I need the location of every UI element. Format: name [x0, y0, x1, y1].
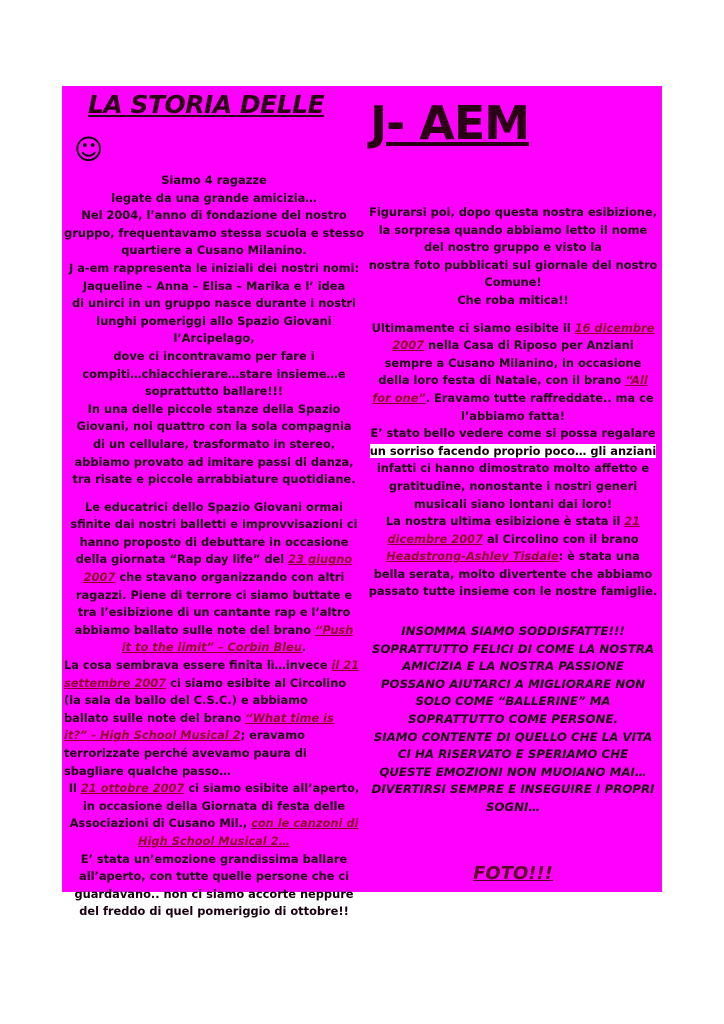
date-highlight: 21 ottobre 2007 — [80, 781, 185, 796]
text-line: l’Arcipelago, — [173, 331, 255, 346]
text-line: della loro festa di Natale, con il brano “All — [378, 373, 648, 388]
text-line: 2007 che stavano organizzando con altri — [83, 570, 345, 585]
text-line: 2007 nella Casa di Riposo per Anziani — [392, 338, 634, 353]
text-line: SIAMO CONTENTE DI QUELLO CHE LA VITA — [373, 729, 653, 744]
highlighted-line: un sorriso facendo proprio poco… gli anziani — [369, 443, 657, 458]
text-line: QUESTE EMOZIONI NON MUOIANO MAI… — [379, 764, 647, 779]
text-line: sempre a Cusano Milanino, in occasione — [384, 355, 642, 370]
text-line: di unirci in un gruppo nasce durante i nostri — [72, 296, 356, 311]
title-left: LA STORIA DELLE — [88, 90, 325, 119]
text-line: di un cellulare, trasformato in stereo, — [93, 436, 335, 451]
text-line: Il 21 ottobre 2007 ci siamo esibite all’aperto, — [68, 781, 360, 796]
date-highlight: 23 giugno — [288, 552, 353, 567]
text-line: Ultimamente ci siamo esibite il 16 dicembre — [371, 320, 655, 335]
song-title: Headstrong-Ashley Tisdale — [386, 549, 559, 564]
text-line: SOLO COME “BALLERINE” MA — [415, 694, 611, 709]
text-line: Figurarsi poi, dopo questa nostra esibizione, — [369, 205, 657, 219]
text-line: Giovani, noi quattro con la sola compagnia — [76, 419, 352, 434]
text-line: J a-em rappresenta le iniziali dei nostri nomi: — [68, 260, 359, 275]
text-line: quartiere a Cusano Milanino. — [121, 243, 307, 258]
text-line: del freddo di quel pomeriggio di ottobre!! — [79, 904, 349, 919]
natale-paragraph — [366, 320, 660, 602]
text-line: High School Musical 2… — [137, 833, 290, 848]
text-line: it to the limit” – Corbin Bleu. — [121, 640, 307, 655]
date-highlight: settembre 2007 — [64, 675, 167, 690]
text-line: abbiamo provato ad imitare passi di danza, — [74, 454, 354, 469]
text-line: SOGNI… — [485, 800, 541, 814]
text-line: Associazioni di Cusano Mil., con le canzoni di — [69, 816, 359, 831]
text-line: lunghi pomeriggi allo Spazio Giovani — [96, 313, 332, 328]
text-line: ballato sulle note del brano “What time is — [64, 710, 334, 725]
text-line: La nostra ultima esibizione è stata il 21 — [385, 514, 641, 529]
text-line: in occasione della Giornata di festa delle — [82, 798, 346, 813]
date-highlight: 2007 — [392, 338, 425, 353]
text-line: In una delle piccole stanze della Spazio — [87, 401, 341, 416]
song-title: “What time is — [245, 710, 334, 725]
text-line — [366, 443, 660, 461]
text-line: settembre 2007 ci siamo esibite al Circolino — [64, 675, 347, 690]
foto-heading: FOTO!!! — [473, 862, 553, 884]
date-highlight: 21 — [624, 514, 641, 529]
ottobre-paragraph — [64, 780, 364, 921]
text-line: dove ci incontravamo per fare i — [113, 348, 315, 363]
date-highlight: dicembre 2007 — [387, 531, 484, 546]
text-line: bella serata, molto divertente che abbiamo — [373, 566, 653, 581]
circolino-paragraph — [64, 657, 364, 780]
text-line: it?” - High School Musical 2; eravamo — [64, 728, 305, 743]
text-line: E’ stata un’emozione grandissima ballare — [80, 851, 348, 866]
text-line: della giornata “Rap day life” del 23 giugno — [75, 552, 353, 567]
date-highlight: 2007 — [83, 570, 116, 585]
intro-paragraph — [64, 172, 364, 489]
text-line: sfinite dai nostri balletti e improvvisazioni ci — [70, 517, 358, 532]
text-line: for one”. Eravamo tutte raffreddate.. ma ce — [372, 390, 654, 405]
text-line: INSOMMA SIAMO SODDISFATTE!!! — [401, 624, 625, 639]
text-line: SOPRATTUTTO COME PERSONE. — [407, 712, 619, 727]
text-line: terrorizzate perché avevamo paura di — [64, 746, 307, 760]
text-line: del nostro gruppo e visto la — [424, 240, 602, 255]
smiley-icon: ☺ — [74, 133, 104, 166]
text-line: sbagliare qualche passo… — [64, 763, 231, 778]
song-title: it?” - High School Musical 2 — [64, 728, 241, 743]
text-line: Jaqueline – Anna – Elisa – Marika e l’ idea — [82, 278, 346, 293]
text-line: infatti ci hanno dimostrato molto affetto e — [376, 461, 650, 476]
text-line: la sorpresa quando abbiamo letto il nome — [378, 222, 648, 237]
text-line: La cosa sembrava essere finita lì…invece il 21 — [64, 658, 360, 673]
title-right: J- AEM — [370, 96, 530, 150]
song-title: “All — [625, 373, 648, 388]
text-line: CI HA RISERVATO E SPERIAMO CHE — [397, 747, 629, 762]
text-line: musicali siano lontani dai loro! — [413, 496, 613, 511]
text-line: tra risate e piccole arrabbiature quotidiane. — [72, 472, 356, 487]
text-line: hanno proposto di debuttare in occasione — [79, 534, 349, 549]
left-column — [64, 172, 364, 921]
text-line: nostra foto pubblicati sul giornale del nostro — [368, 257, 658, 272]
text-line: POSSANO AIUTARCI A MIGLIORARE NON — [380, 676, 646, 691]
giornale-paragraph — [366, 204, 660, 310]
song-title: for one” — [372, 390, 426, 405]
text-line: AMICIZIA E LA NOSTRA PASSIONE — [402, 659, 624, 674]
right-column — [366, 204, 660, 882]
text-line: SOPRATTUTTO FELICI DI COME LA NOSTRA — [371, 641, 655, 656]
song-title: “Push — [315, 622, 354, 637]
text-line: compiti…chiacchierare…stare insieme…e — [82, 366, 346, 381]
text-line: Headstrong-Ashley Tisdale: è stata una — [386, 549, 640, 564]
text-line: Che roba mitica!! — [457, 292, 569, 307]
text-line: legate da una grande amicizia… — [111, 190, 317, 205]
educatrici-paragraph — [64, 499, 364, 657]
text-line: passato tutte insieme con le nostre famiglie. — [368, 584, 658, 599]
text-line: E’ stato bello vedere come si possa regalare — [370, 426, 656, 441]
text-line: Comune! — [484, 275, 542, 290]
text-line: Siamo 4 ragazze — [161, 173, 267, 187]
text-line: Le educatrici dello Spazio Giovani ormai — [85, 499, 343, 514]
text-line: l’abbiamo fatta! — [461, 408, 565, 423]
date-highlight: 16 dicembre — [574, 320, 655, 335]
text-line: Nel 2004, l’anno di fondazione del nostro — [81, 208, 347, 223]
text-line: gratitudine, nonostante i nostri generi — [388, 478, 638, 493]
closing-statement — [366, 623, 660, 817]
text-line: dicembre 2007 al Circolino con il brano — [387, 531, 639, 546]
text-line: gruppo, frequentavamo stessa scuola e stesso — [64, 225, 364, 240]
text-line: soprattutto ballare!!! — [144, 384, 283, 399]
text-line: all’aperto, con tutte quelle persone che ci — [79, 869, 349, 884]
song-title: con le canzoni di — [251, 816, 359, 831]
text-line: guardavano.. non ci siamo accorte neppure — [74, 886, 354, 901]
date-highlight: il 21 — [331, 658, 360, 673]
text-line: ragazzi. Piene di terrore ci siamo buttate e — [75, 587, 353, 602]
text-line: DIVERTIRSI SEMPRE E INSEGUIRE I PROPRI — [371, 782, 655, 797]
text-line: tra l’esibizione di un cantante rap e l’altro — [77, 605, 351, 620]
text-line: (la sala da ballo del C.S.C.) e abbiamo — [64, 693, 308, 708]
song-title: it to the limit” – Corbin Bleu — [121, 640, 302, 655]
text-line: abbiamo ballato sulle note del brano “Push — [74, 622, 354, 637]
